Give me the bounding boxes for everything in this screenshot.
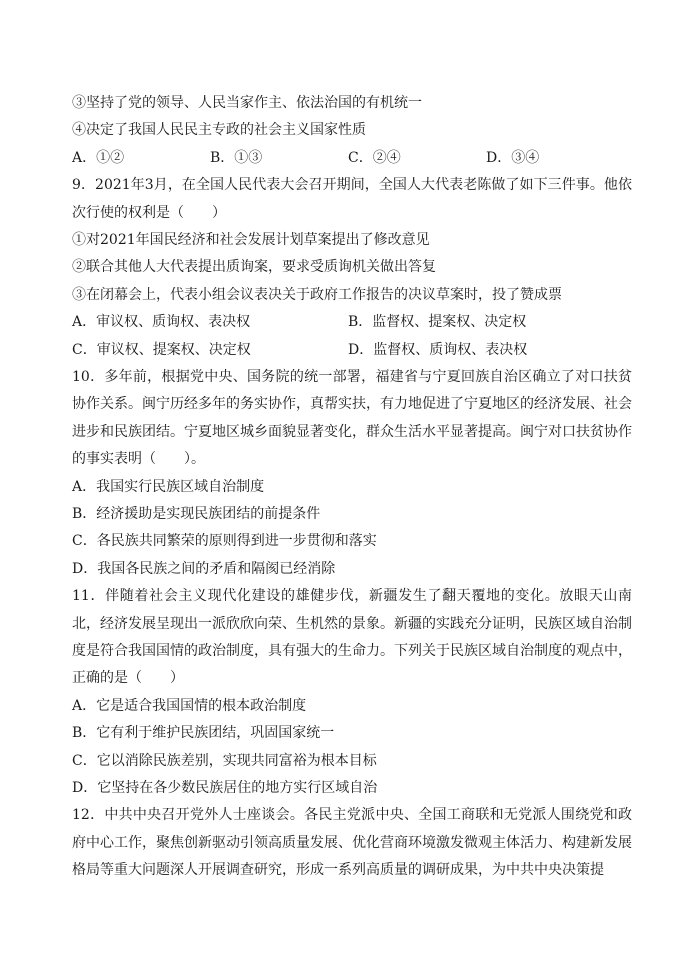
document-page [72,90,632,885]
q11-option-a: A．它是适合我国国情的根本政治制度 [72,697,307,714]
q9-option-a: A．审议权、质询权、表决权 [72,314,251,331]
q9-option-c: C．审议权、提案权、决定权 [72,341,251,358]
q9-options-row-2 [72,337,632,364]
q11-option-c: C．它以消除民族差别，实现共同富裕为根本目标 [72,752,377,769]
q9-statement-1: ①对2021年国民经济和社会发展计划草案提出了修改意见 [72,231,430,248]
q9-option-b: B．监督权、提案权、决定权 [348,314,527,331]
q8-option-a: A．①② [72,149,125,166]
q10-stem: 10．多年前，根据党中央、国务院的统一部署，福建省与宁夏回族自治区确立了对口扶贫协作关系。闽宁历经多年的务实协作，真帮实扶，有力地促进了宁夏地区的经济发展、社会进步和民族团结。宁夏地区城乡面貌显著变化，群众生活水平显著提高。闽宁对口扶贫协作的事实表明（ ）。 [72,368,632,468]
q8-options [72,145,632,172]
q8-statement-4: ④决定了我国人民民主专政的社会主义国家性质 [72,122,366,139]
q8-option-d: D．③④ [486,149,540,166]
q11-stem: 11．伴随着社会主义现代化建设的雄健步伐，新疆发生了翻天覆地的变化。放眼天山南北，经济发展呈现出一派欣欣向荣、生机然的景象。新疆的实践充分证明，民族区域自治制度是符合我国国情的政治制度，具有强大的生命力。下列关于民族区域自治制度的观点中，正确的是（ ） [72,588,632,687]
q10-option-a: A．我国实行民族区域自治制度 [72,478,265,495]
q8-option-b: B．①③ [210,149,263,166]
q9-statement-2: ②联合其他人大代表提出质询案，要求受质询机关做出答复 [72,259,436,276]
q8-option-c: C．②④ [348,149,401,166]
q10-option-d: D．我国各民族之间的矛盾和隔阂已经消除 [72,560,336,577]
q9-stem: 9．2021年3月，在全国人民代表大会召开期间，全国人大代表老陈做了如下三件事。他依次行使的权利是（ ） [72,177,632,221]
q8-statement-3: ③坚持了党的领导、人民当家作主、依法治国的有机统一 [72,95,422,111]
q11-option-b: B．它有利于维护民族团结，巩固国家统一 [72,725,335,742]
q9-statement-3: ③在闭幕会上，代表小组会议表决关于政府工作报告的决议草案时，投了赞成票 [72,286,562,303]
q12-stem: 12．中共中央召开党外人士座谈会。各民主党派中央、全国工商联和无党派人围绕党和政府中心工作，聚焦创新驱动引领高质量发展、优化营商环境激发微观主体活力、构建新发展格局等重大问题深人开展调查研究，形成一系列高质量的调研成果，为中共中央决策提 [72,807,632,879]
q10-option-b: B．经济援助是实现民族团结的前提条件 [72,505,321,522]
q9-options-row-1 [72,309,632,336]
q11-option-d: D．它坚持在各少数民族居住的地方实行区域自治 [72,779,378,796]
q10-option-c: C．各民族共同繁荣的原则得到进一步贯彻和落实 [72,533,377,550]
q9-option-d: D．监督权、质询权、表决权 [348,341,528,358]
